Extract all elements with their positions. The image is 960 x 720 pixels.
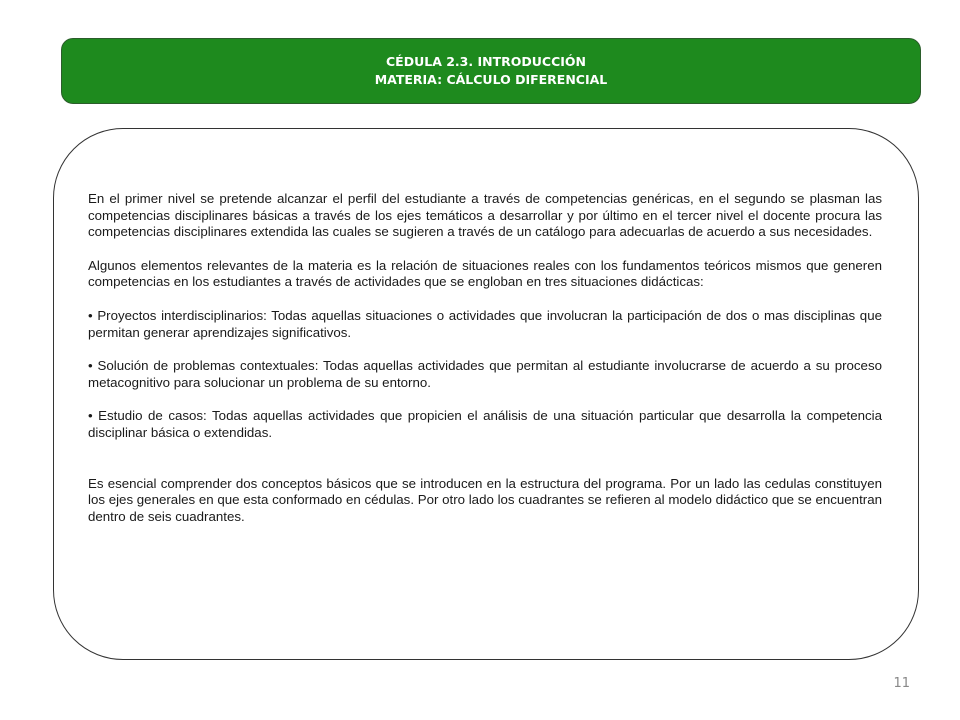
bullet-projects: • Proyectos interdisciplinarios: Todas aquellas situaciones o actividades que involucran la participación de dos o mas disciplinas que permitan generar aprendizajes significativos. (88, 307, 882, 340)
header-subject: MATERIA: CÁLCULO DIFERENCIAL (374, 72, 608, 87)
content-text (88, 191, 882, 542)
paragraph-elements: Algunos elementos relevantes de la materia es la relación de situaciones reales con los fundamentos teóricos mismos que generen competencias en los estudiantes a través de actividades que se engloban en tres situaciones didácticas: (88, 257, 882, 290)
header-title: CÉDULA 2.3. INTRODUCCIÓN (386, 54, 586, 69)
bullet-cases: • Estudio de casos: Todas aquellas actividades que propicien el análisis de una situación particular que desarrolla la competencia disciplinar básica o extendidas. (88, 408, 882, 440)
paragraph-concepts: Es esencial comprender dos conceptos básicos que se introducen en la estructura del programa. Por un lado las cedulas constituyen los ejes generales en que esta conformado en cédulas. Por otro lado los cuadrantes se refieren al modelo didáctico que se encuentran dentro de seis cuadrantes. (88, 475, 882, 524)
page-number: 11 (893, 676, 910, 691)
paragraph-levels: En el primer nivel se pretende alcanzar el perfil del estudiante a través de competencias genéricas, en el segundo se plasman las competencias disciplinares básicas a través de los ejes temáticos a desarrollar y por último en el tercer nivel el docente procura las competencias disciplinares extendida las cuales se sugieren a través de un catálogo para adecuarlas de acuerdo a sus necesidades. (88, 191, 882, 240)
bullet-problems: • Solución de problemas contextuales: Todas aquellas actividades que permitan al estudiante involucrarse de acuerdo a su proceso metacognitivo para solucionar un problema de su entorno. (88, 358, 882, 390)
header-banner (61, 38, 921, 104)
